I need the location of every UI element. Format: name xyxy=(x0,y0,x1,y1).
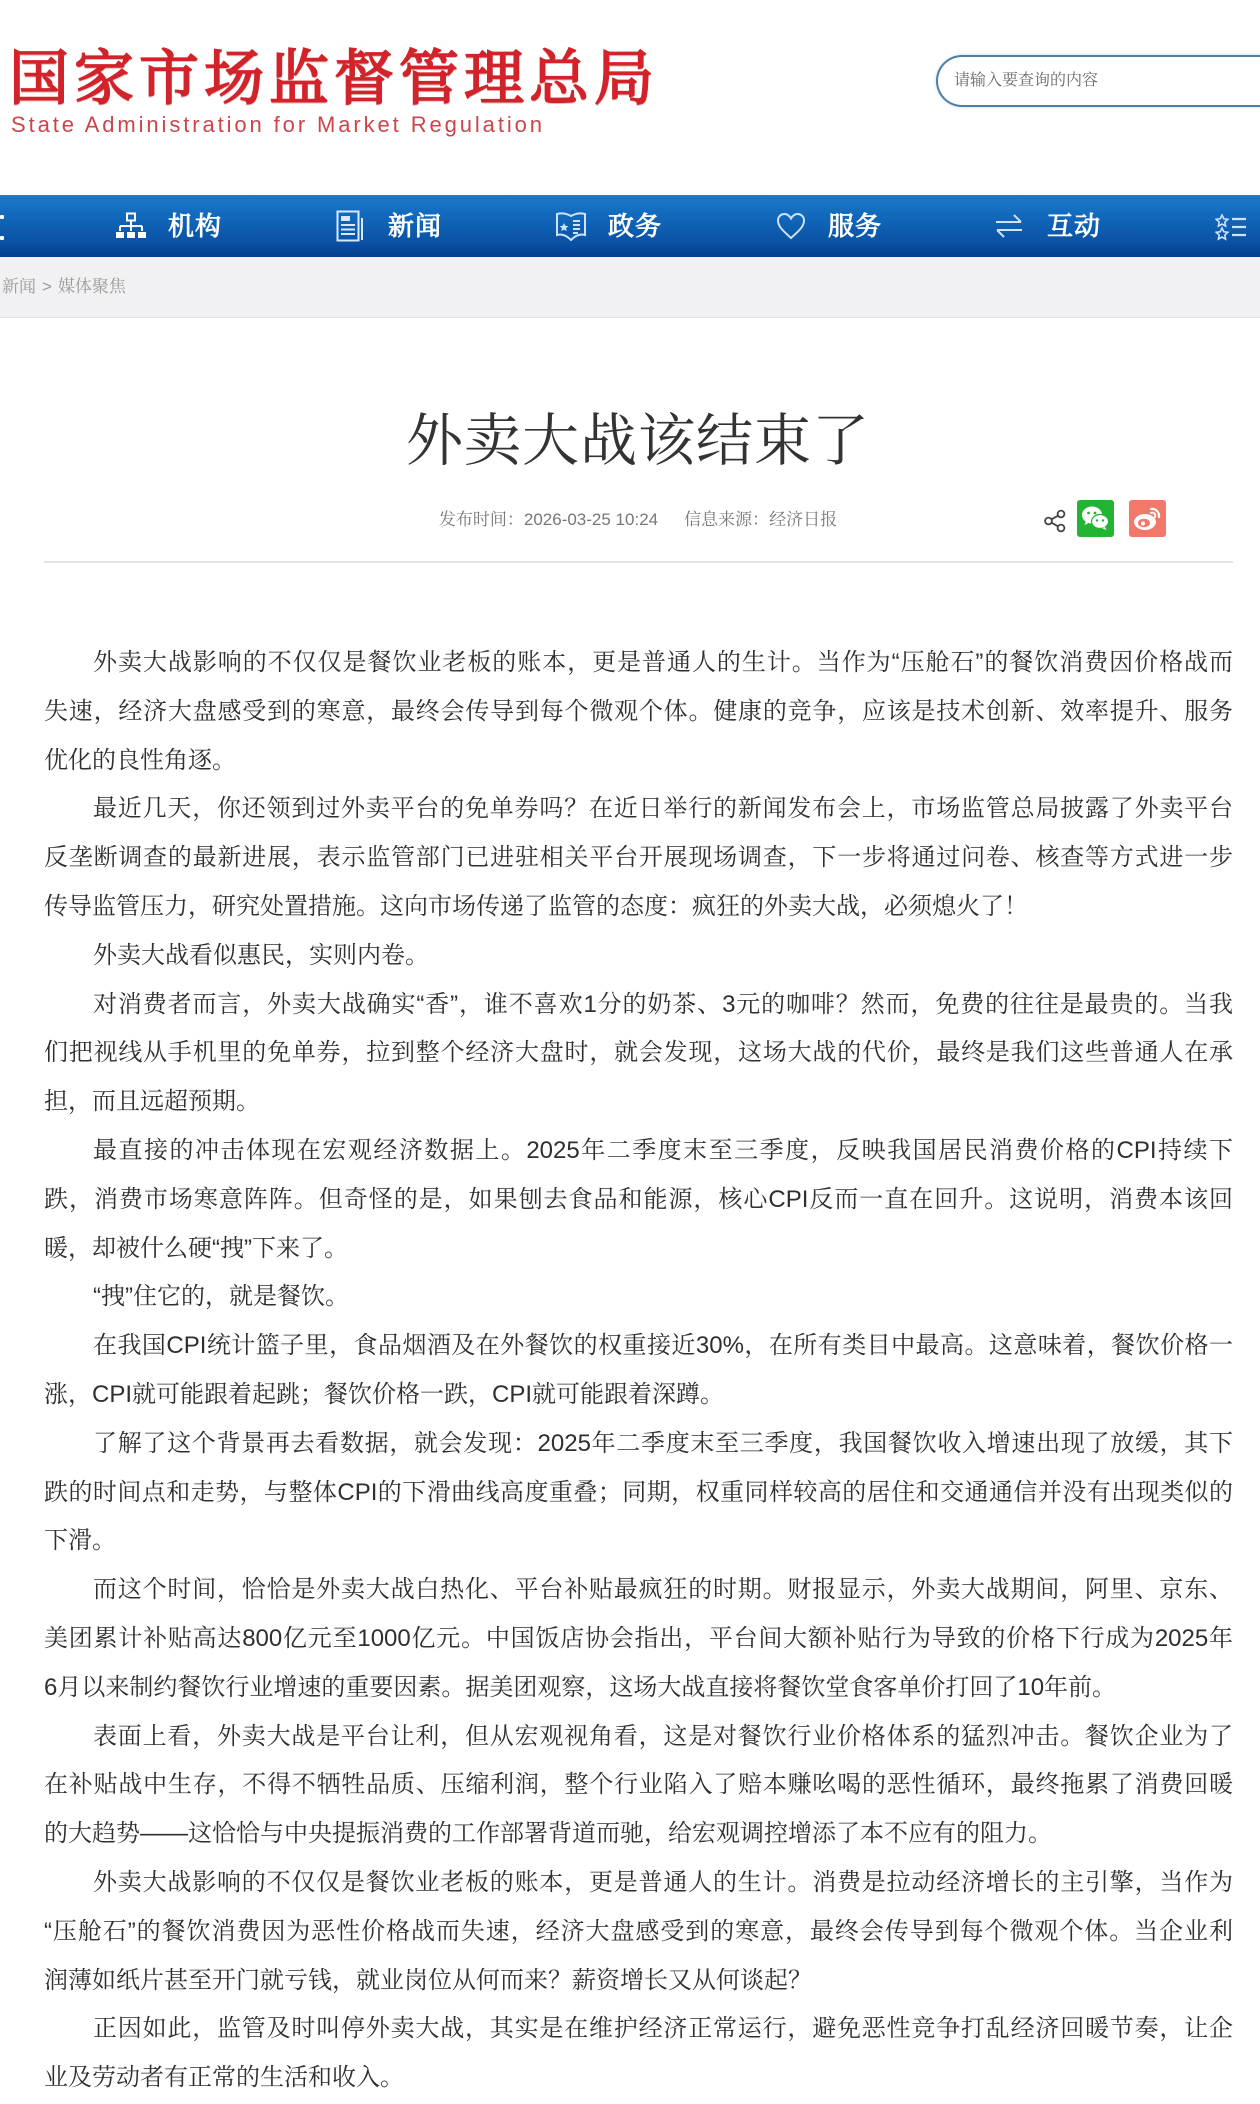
exchange-arrows-icon xyxy=(994,212,1024,240)
article-paragraph xyxy=(44,1322,1233,1420)
article-paragraph xyxy=(44,981,1233,1127)
paragraph-line: 跌的时间点和走势，与整体CPI的下滑曲线高度重叠；同期，权重同样较高的居住和交通通信并没有出现类似的 xyxy=(44,1478,1233,1506)
paragraph-line: 业及劳动者有正常的生活和收入。 xyxy=(44,2064,404,2092)
share-weibo-button[interactable] xyxy=(1129,500,1166,537)
article-paragraph xyxy=(44,2005,1233,2103)
paragraph-line: 而这个时间，恰恰是外卖大战白热化、平台补贴最疯狂的时期。财报显示，外卖大战期间，阿里、京东、 xyxy=(93,1576,1233,1604)
title-divider xyxy=(44,561,1233,563)
paragraph-line: 下滑。 xyxy=(44,1527,116,1555)
paragraph-line: 了解了这个背景再去看数据，就会发现：2025年二季度末至三季度，我国餐饮收入增速出现了放缓，其下 xyxy=(93,1429,1233,1457)
paragraph-line: 传导监管压力，研究处置措施。这向市场传递了监管的态度：疯狂的外卖大战，必须熄火了！ xyxy=(44,892,1028,920)
site-logo-chinese[interactable]: 国家市场监督管理总局 xyxy=(9,45,659,112)
article-meta xyxy=(0,507,1260,533)
paragraph-line: 的大趋势——这恰恰与中央提振消费的工作部署背道而驰，给宏观调控增添了本不应有的阻力。 xyxy=(44,1820,1052,1848)
nav-label: 服务 xyxy=(828,211,883,241)
source-name: 经济日报 xyxy=(769,510,838,529)
starred-list-icon[interactable] xyxy=(1215,214,1247,242)
article-paragraph xyxy=(44,1273,1233,1322)
share-icon[interactable] xyxy=(1043,509,1067,533)
nav-label: 机构 xyxy=(168,211,223,241)
paragraph-line: 失速，经济大盘感受到的寒意，最终会传导到每个微观个体。健康的竞争，应该是技术创新、效率提升、服务 xyxy=(44,697,1233,725)
nav-label: 新闻 xyxy=(388,211,443,241)
paragraph-line: “压舱石”的餐饮消费因为恶性价格战而失速，经济大盘感受到的寒意，最终会传导到每个微观个体。当企业利 xyxy=(44,1917,1233,1945)
publish-time-label: 发布时间： xyxy=(438,510,524,529)
paragraph-line: 在补贴战中生存，不得不牺牲品质、压缩利润，整个行业陷入了赔本赚吆喝的恶性循环，最终拖累了消费回暖 xyxy=(44,1771,1233,1799)
government-book-icon xyxy=(555,210,587,242)
paragraph-line: 担，而且远超预期。 xyxy=(44,1088,260,1116)
site-logo-english[interactable]: State Administration for Market Regulation xyxy=(11,112,545,137)
weibo-icon xyxy=(1129,500,1166,537)
article-title: 外卖大战该结束了 xyxy=(406,409,870,473)
paragraph-line: 最直接的冲击体现在宏观经济数据上。2025年二季度末至三季度，反映我国居民消费价格的CPI持续下 xyxy=(93,1136,1233,1164)
article-paragraph xyxy=(44,1127,1233,1273)
paragraph-line: 在我国CPI统计篮子里，食品烟酒及在外餐饮的权重接近30%，在所有类目中最高。这意味着，餐饮价格一 xyxy=(93,1332,1233,1360)
paragraph-line: 外卖大战影响的不仅仅是餐饮业老板的账本，更是普通人的生计。当作为“压舱石”的餐饮消费因价格战而 xyxy=(93,649,1233,676)
article-paragraph xyxy=(44,785,1233,931)
paragraph-line: 最近几天，你还领到过外卖平台的免单券吗？在近日举行的新闻发布会上，市场监管总局披露了外卖平台 xyxy=(93,795,1233,823)
search-box[interactable] xyxy=(936,55,1260,107)
paragraph-line: 外卖大战看似惠民，实则内卷。 xyxy=(93,941,429,969)
paragraph-line: 对消费者而言，外卖大战确实“香”，谁不喜欢1分的奶茶、3元的咖啡？然而，免费的往往是最贵的。当我 xyxy=(93,990,1233,1018)
paragraph-line: 润薄如纸片甚至开门就亏钱，就业岗位从何而来？薪资增长又从何谈起？ xyxy=(44,1966,812,1994)
paragraph-line: 正因如此，监管及时叫停外卖大战，其实是在维护经济正常运行，避免恶性竞争打乱经济回暖节奏，让企 xyxy=(93,2015,1233,2043)
org-chart-icon xyxy=(116,212,146,240)
paragraph-line: 美团累计补贴高达800亿元至1000亿元。中国饭店协会指出，平台间大额补贴行为导致的价格下行成为2025年 xyxy=(44,1624,1233,1652)
article-body xyxy=(44,639,1233,2103)
breadcrumb-link-news[interactable]: 新闻 xyxy=(2,277,36,296)
paragraph-line: 外卖大战影响的不仅仅是餐饮业老板的账本，更是普通人的生计。消费是拉动经济增长的主引擎，当作为 xyxy=(93,1868,1233,1896)
article-paragraph xyxy=(44,1420,1233,1566)
article-paragraph xyxy=(44,1566,1233,1712)
breadcrumb-link-media-focus[interactable]: 媒体聚焦 xyxy=(57,277,126,296)
article-paragraph xyxy=(44,639,1233,785)
heart-icon xyxy=(776,211,806,241)
paragraph-line: 们把视线从手机里的免单券，拉到整个经济大盘时，就会发现，这场大战的代价，最终是我们这些普通人在承 xyxy=(44,1039,1233,1067)
paragraph-line: “拽”住它的，就是餐饮。 xyxy=(93,1283,349,1311)
share-wechat-button[interactable] xyxy=(1077,500,1114,537)
paragraph-line: 暖，却被什么硬“拽”下来了。 xyxy=(44,1234,348,1262)
search-input[interactable] xyxy=(938,57,1254,105)
wechat-icon xyxy=(1077,500,1114,537)
partial-glyph-mark xyxy=(0,236,4,240)
source-label: 信息来源： xyxy=(684,510,770,529)
breadcrumb xyxy=(0,257,1260,318)
paragraph-line: 跌，消费市场寒意阵阵。但奇怪的是，如果刨去食品和能源，核心CPI反而一直在回升。这说明，消费本该回 xyxy=(44,1185,1233,1213)
paragraph-line: 6月以来制约餐饮行业增速的重要因素。据美团观察，这场大战直接将餐饮堂食客单价打回了10年前。 xyxy=(44,1673,1117,1701)
paragraph-line: 涨，CPI就可能跟着起跳；餐饮价格一跌，CPI就可能跟着深蹲。 xyxy=(44,1380,725,1408)
partial-glyph-mark xyxy=(0,215,4,219)
nav-item-partial[interactable] xyxy=(0,196,6,256)
article-paragraph xyxy=(44,932,1233,981)
article-paragraph xyxy=(44,1859,1233,2005)
breadcrumb-separator: > xyxy=(42,277,52,296)
publish-time: 2026-03-25 10:24 xyxy=(523,510,659,529)
nav-label: 互动 xyxy=(1047,211,1102,241)
paragraph-line: 优化的良性角逐。 xyxy=(44,746,236,774)
paragraph-line: 表面上看，外卖大战是平台让利，但从宏观视角看，这是对餐饮行业价格体系的猛烈冲击。餐饮企业为了 xyxy=(93,1722,1233,1750)
newspaper-icon xyxy=(336,210,364,242)
article-paragraph xyxy=(44,1713,1233,1859)
paragraph-line: 反垄断调查的最新进展，表示监管部门已进驻相关平台开展现场调查，下一步将通过问卷、核查等方式进一步 xyxy=(44,844,1233,872)
nav-label: 政务 xyxy=(608,211,663,241)
main-nav xyxy=(0,195,1260,257)
